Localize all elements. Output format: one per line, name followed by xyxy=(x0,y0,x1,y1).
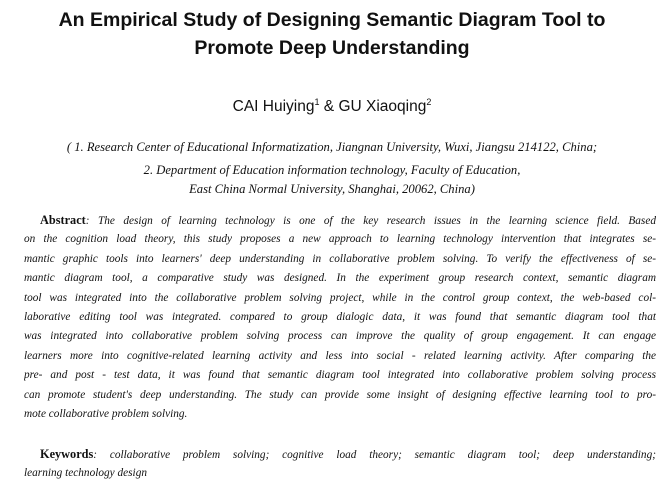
keywords xyxy=(24,445,656,484)
abstract-line: : The design of learning technology is one of the key research issues in the learning science field. Based xyxy=(85,215,656,227)
abstract-line: mantic diagram tool, a comparative study was designed. In the experiment group research context, semantic diagram xyxy=(24,272,656,285)
keywords-line: : collaborative problem solving; cognitive load theory; semantic diagram tool; deep understanding; xyxy=(93,449,656,461)
abstract-line: laborative editing tool was integrated. compared to group dialogic data, it was found that semantic diagram tool that xyxy=(24,310,656,323)
author-2-affiliation-mark: 2 xyxy=(426,97,432,107)
author-2: GU Xiaoqing xyxy=(338,98,427,115)
abstract xyxy=(24,211,656,424)
keywords-line: learning technology design xyxy=(24,467,147,480)
abstract-line: mantic graphic tools into learners' deep understanding in collaborative problem solving. To verify the effectiveness of se- xyxy=(24,252,656,265)
affiliation-1: ( 1. Research Center of Educational Informatization, Jiangnan University, Wuxi, Jiangsu 214122, China; xyxy=(66,140,598,154)
paper-title-line-1: An Empirical Study of Designing Semantic Diagram Tool to xyxy=(58,9,606,31)
keywords-label: Keywords xyxy=(40,447,94,461)
abstract-line: on the cognition load theory, this study proposes a new approach to learning technology intervention that integrates se- xyxy=(24,233,656,246)
abstract-line: was integrated into collaborative problem solving process can improve the quality of group engagement. It can engage xyxy=(24,330,656,343)
author-1-affiliation-mark: 1 xyxy=(314,97,320,107)
abstract-line: can promote student's deep understanding. The study can provide some insight of designing effective learning tool to pro- xyxy=(24,388,656,401)
abstract-label: Abstract xyxy=(40,213,86,227)
author-line xyxy=(0,92,664,117)
author-1: CAI Huiying xyxy=(232,98,315,115)
abstract-line: learners more into cognitive-related learning activity and less into social - related learning activity. After comparing the xyxy=(24,349,656,362)
abstract-line: mote collaborative problem solving. xyxy=(24,407,188,420)
affiliation-2: 2. Department of Education information technology, Faculty of Education, xyxy=(143,163,521,177)
paper-title-line-2: Promote Deep Understanding xyxy=(194,37,470,59)
author-separator: & xyxy=(323,98,335,115)
abstract-line: tool was integrated into the collaborative problem solving project, while in the control group context, the web-based col- xyxy=(24,291,656,304)
affiliation-3: East China Normal University, Shanghai, 20062, China) xyxy=(189,182,475,196)
abstract-line: pre- and post - test data, it was found that semantic diagram tool integrated into collaborative problem solving process xyxy=(24,369,656,382)
